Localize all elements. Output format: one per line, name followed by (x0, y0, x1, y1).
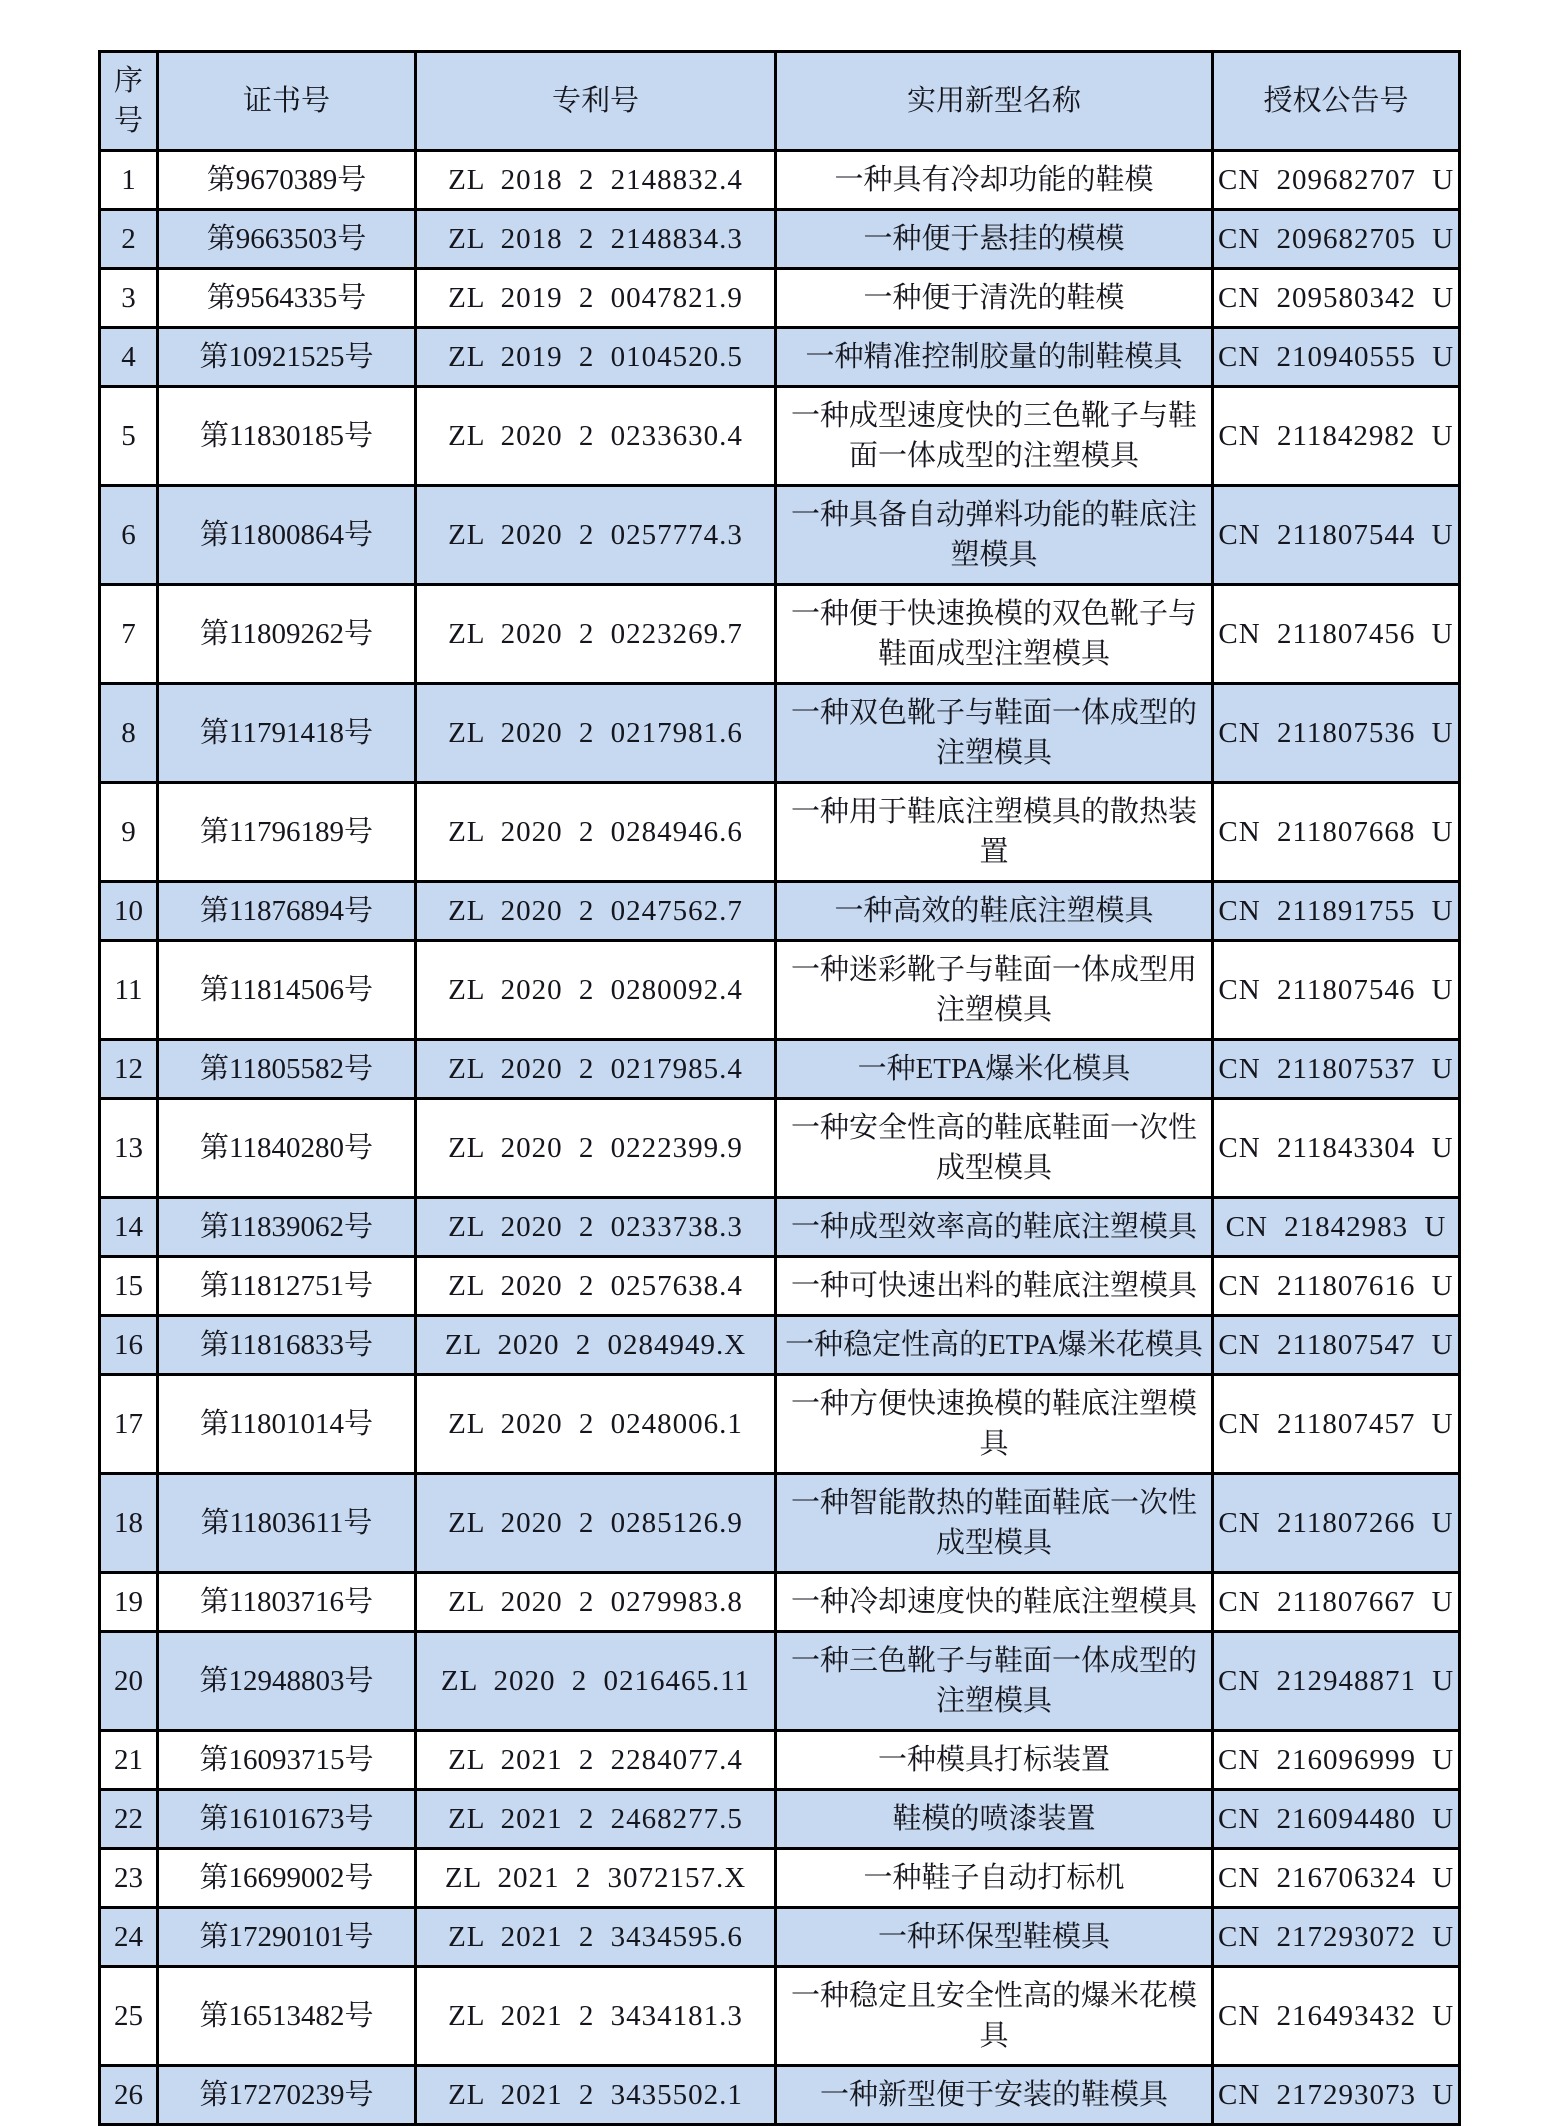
cell-name: 一种具有冷却功能的鞋模 (776, 151, 1213, 210)
table-row (100, 1099, 1460, 1198)
cell-name: 一种冷却速度快的鞋底注塑模具 (776, 1573, 1213, 1632)
cell-name: 一种安全性高的鞋底鞋面一次性成型模具 (776, 1099, 1213, 1198)
cell-patent-no: ZL 2021 2 2468277.5 (416, 1790, 776, 1849)
cell-name: 一种方便快速换模的鞋底注塑模具 (776, 1375, 1213, 1474)
table-row (100, 210, 1460, 269)
cell-certificate-no: 第11830185号 (158, 387, 416, 486)
patent-table-header (100, 52, 1460, 151)
cell-certificate-no: 第11809262号 (158, 585, 416, 684)
cell-grant-no: CN 211807536 U (1213, 684, 1460, 783)
cell-patent-no: ZL 2020 2 0217985.4 (416, 1040, 776, 1099)
cell-patent-no: ZL 2020 2 0223269.7 (416, 585, 776, 684)
cell-patent-no: ZL 2020 2 0257774.3 (416, 486, 776, 585)
table-row (100, 1731, 1460, 1790)
table-row (100, 387, 1460, 486)
cell-certificate-no: 第11876894号 (158, 882, 416, 941)
cell-patent-no: ZL 2021 2 3072157.X (416, 1849, 776, 1908)
cell-grant-no: CN 211891755 U (1213, 882, 1460, 941)
cell-name: 一种精准控制胶量的制鞋模具 (776, 328, 1213, 387)
cell-certificate-no: 第11839062号 (158, 1198, 416, 1257)
cell-certificate-no: 第11840280号 (158, 1099, 416, 1198)
cell-patent-no: ZL 2020 2 0233630.4 (416, 387, 776, 486)
cell-index: 25 (100, 1967, 158, 2066)
cell-index: 13 (100, 1099, 158, 1198)
cell-index: 4 (100, 328, 158, 387)
header-cell-certificate-no: 证书号 (158, 52, 416, 151)
header-cell-name: 实用新型名称 (776, 52, 1213, 151)
cell-index: 18 (100, 1474, 158, 1573)
cell-certificate-no: 第12948803号 (158, 1632, 416, 1731)
table-row (100, 941, 1460, 1040)
cell-index: 26 (100, 2066, 158, 2125)
cell-patent-no: ZL 2020 2 0222399.9 (416, 1099, 776, 1198)
cell-patent-no: ZL 2020 2 0285126.9 (416, 1474, 776, 1573)
table-row (100, 1257, 1460, 1316)
cell-grant-no: CN 209580342 U (1213, 269, 1460, 328)
cell-patent-no: ZL 2020 2 0279983.8 (416, 1573, 776, 1632)
table-row (100, 1849, 1460, 1908)
cell-index: 14 (100, 1198, 158, 1257)
cell-grant-no: CN 211807668 U (1213, 783, 1460, 882)
table-row (100, 1790, 1460, 1849)
cell-index: 21 (100, 1731, 158, 1790)
cell-certificate-no: 第11812751号 (158, 1257, 416, 1316)
cell-patent-no: ZL 2018 2 2148832.4 (416, 151, 776, 210)
cell-grant-no: CN 211807547 U (1213, 1316, 1460, 1375)
cell-name: 一种迷彩靴子与鞋面一体成型用注塑模具 (776, 941, 1213, 1040)
table-row (100, 1375, 1460, 1474)
cell-index: 1 (100, 151, 158, 210)
cell-certificate-no: 第16093715号 (158, 1731, 416, 1790)
cell-index: 22 (100, 1790, 158, 1849)
cell-certificate-no: 第9670389号 (158, 151, 416, 210)
table-row (100, 269, 1460, 328)
cell-index: 15 (100, 1257, 158, 1316)
cell-certificate-no: 第11803716号 (158, 1573, 416, 1632)
cell-name: 一种双色靴子与鞋面一体成型的注塑模具 (776, 684, 1213, 783)
cell-index: 9 (100, 783, 158, 882)
header-cell-index: 序号 (100, 52, 158, 151)
cell-index: 6 (100, 486, 158, 585)
table-row (100, 1632, 1460, 1731)
cell-certificate-no: 第9663503号 (158, 210, 416, 269)
cell-grant-no: CN 217293072 U (1213, 1908, 1460, 1967)
cell-grant-no: CN 209682707 U (1213, 151, 1460, 210)
cell-patent-no: ZL 2021 2 3434595.6 (416, 1908, 776, 1967)
cell-certificate-no: 第16101673号 (158, 1790, 416, 1849)
cell-name: 一种成型效率高的鞋底注塑模具 (776, 1198, 1213, 1257)
cell-name: 一种成型速度快的三色靴子与鞋面一体成型的注塑模具 (776, 387, 1213, 486)
cell-grant-no: CN 211843304 U (1213, 1099, 1460, 1198)
cell-grant-no: CN 211807266 U (1213, 1474, 1460, 1573)
cell-certificate-no: 第11814506号 (158, 941, 416, 1040)
cell-index: 16 (100, 1316, 158, 1375)
cell-name: 一种用于鞋底注塑模具的散热装置 (776, 783, 1213, 882)
cell-certificate-no: 第11816833号 (158, 1316, 416, 1375)
table-row (100, 1316, 1460, 1375)
cell-patent-no: ZL 2020 2 0217981.6 (416, 684, 776, 783)
cell-grant-no: CN 211807667 U (1213, 1573, 1460, 1632)
cell-certificate-no: 第16699002号 (158, 1849, 416, 1908)
cell-certificate-no: 第11791418号 (158, 684, 416, 783)
cell-grant-no: CN 216493432 U (1213, 1967, 1460, 2066)
cell-index: 12 (100, 1040, 158, 1099)
cell-name: 一种三色靴子与鞋面一体成型的注塑模具 (776, 1632, 1213, 1731)
table-row (100, 684, 1460, 783)
cell-grant-no: CN 217293073 U (1213, 2066, 1460, 2125)
patent-table-body (100, 151, 1460, 2125)
table-row (100, 1908, 1460, 1967)
cell-name: 一种ETPA爆米化模具 (776, 1040, 1213, 1099)
cell-patent-no: ZL 2020 2 0248006.1 (416, 1375, 776, 1474)
cell-grant-no: CN 211807546 U (1213, 941, 1460, 1040)
table-row (100, 783, 1460, 882)
cell-patent-no: ZL 2020 2 0247562.7 (416, 882, 776, 941)
cell-certificate-no: 第9564335号 (158, 269, 416, 328)
patent-table (98, 50, 1461, 2126)
cell-name: 一种模具打标装置 (776, 1731, 1213, 1790)
cell-index: 3 (100, 269, 158, 328)
cell-name: 一种具备自动弹料功能的鞋底注塑模具 (776, 486, 1213, 585)
cell-patent-no: ZL 2021 2 3435502.1 (416, 2066, 776, 2125)
cell-name: 一种便于清洗的鞋模 (776, 269, 1213, 328)
table-row (100, 1573, 1460, 1632)
cell-patent-no: ZL 2020 2 0233738.3 (416, 1198, 776, 1257)
cell-name: 一种稳定性高的ETPA爆米花模具 (776, 1316, 1213, 1375)
cell-patent-no: ZL 2020 2 0280092.4 (416, 941, 776, 1040)
cell-grant-no: CN 211842982 U (1213, 387, 1460, 486)
cell-index: 19 (100, 1573, 158, 1632)
cell-index: 8 (100, 684, 158, 783)
cell-patent-no: ZL 2018 2 2148834.3 (416, 210, 776, 269)
cell-index: 11 (100, 941, 158, 1040)
header-row (100, 52, 1460, 151)
cell-patent-no: ZL 2019 2 0104520.5 (416, 328, 776, 387)
cell-certificate-no: 第11796189号 (158, 783, 416, 882)
table-row (100, 1474, 1460, 1573)
cell-grant-no: CN 211807616 U (1213, 1257, 1460, 1316)
cell-grant-no: CN 211807544 U (1213, 486, 1460, 585)
cell-certificate-no: 第10921525号 (158, 328, 416, 387)
cell-certificate-no: 第11803611号 (158, 1474, 416, 1573)
table-row (100, 1040, 1460, 1099)
cell-name: 一种鞋子自动打标机 (776, 1849, 1213, 1908)
cell-name: 一种可快速出料的鞋底注塑模具 (776, 1257, 1213, 1316)
header-cell-patent-no: 专利号 (416, 52, 776, 151)
cell-name: 鞋模的喷漆装置 (776, 1790, 1213, 1849)
cell-index: 23 (100, 1849, 158, 1908)
cell-name: 一种便于悬挂的模模 (776, 210, 1213, 269)
table-row (100, 1198, 1460, 1257)
cell-index: 2 (100, 210, 158, 269)
cell-grant-no: CN 209682705 U (1213, 210, 1460, 269)
cell-index: 7 (100, 585, 158, 684)
header-cell-grant-no: 授权公告号 (1213, 52, 1460, 151)
cell-patent-no: ZL 2020 2 0216465.11 (416, 1632, 776, 1731)
cell-name: 一种智能散热的鞋面鞋底一次性成型模具 (776, 1474, 1213, 1573)
table-row (100, 486, 1460, 585)
cell-grant-no: CN 211807457 U (1213, 1375, 1460, 1474)
cell-index: 5 (100, 387, 158, 486)
cell-index: 17 (100, 1375, 158, 1474)
cell-name: 一种新型便于安装的鞋模具 (776, 2066, 1213, 2125)
cell-name: 一种高效的鞋底注塑模具 (776, 882, 1213, 941)
cell-patent-no: ZL 2020 2 0284949.X (416, 1316, 776, 1375)
cell-name: 一种环保型鞋模具 (776, 1908, 1213, 1967)
cell-grant-no: CN 216706324 U (1213, 1849, 1460, 1908)
cell-certificate-no: 第17290101号 (158, 1908, 416, 1967)
table-row (100, 882, 1460, 941)
cell-grant-no: CN 216094480 U (1213, 1790, 1460, 1849)
cell-grant-no: CN 212948871 U (1213, 1632, 1460, 1731)
cell-certificate-no: 第11801014号 (158, 1375, 416, 1474)
cell-patent-no: ZL 2021 2 2284077.4 (416, 1731, 776, 1790)
cell-grant-no: CN 216096999 U (1213, 1731, 1460, 1790)
table-row (100, 328, 1460, 387)
cell-certificate-no: 第11805582号 (158, 1040, 416, 1099)
cell-patent-no: ZL 2020 2 0284946.6 (416, 783, 776, 882)
cell-patent-no: ZL 2019 2 0047821.9 (416, 269, 776, 328)
cell-index: 20 (100, 1632, 158, 1731)
cell-grant-no: CN 21842983 U (1213, 1198, 1460, 1257)
cell-grant-no: CN 210940555 U (1213, 328, 1460, 387)
cell-certificate-no: 第11800864号 (158, 486, 416, 585)
cell-certificate-no: 第17270239号 (158, 2066, 416, 2125)
cell-certificate-no: 第16513482号 (158, 1967, 416, 2066)
table-row (100, 2066, 1460, 2125)
cell-grant-no: CN 211807537 U (1213, 1040, 1460, 1099)
cell-grant-no: CN 211807456 U (1213, 585, 1460, 684)
table-row (100, 1967, 1460, 2066)
cell-name: 一种便于快速换模的双色靴子与鞋面成型注塑模具 (776, 585, 1213, 684)
cell-name: 一种稳定且安全性高的爆米花模具 (776, 1967, 1213, 2066)
table-row (100, 151, 1460, 210)
cell-index: 10 (100, 882, 158, 941)
table-row (100, 585, 1460, 684)
cell-patent-no: ZL 2021 2 3434181.3 (416, 1967, 776, 2066)
cell-index: 24 (100, 1908, 158, 1967)
cell-patent-no: ZL 2020 2 0257638.4 (416, 1257, 776, 1316)
